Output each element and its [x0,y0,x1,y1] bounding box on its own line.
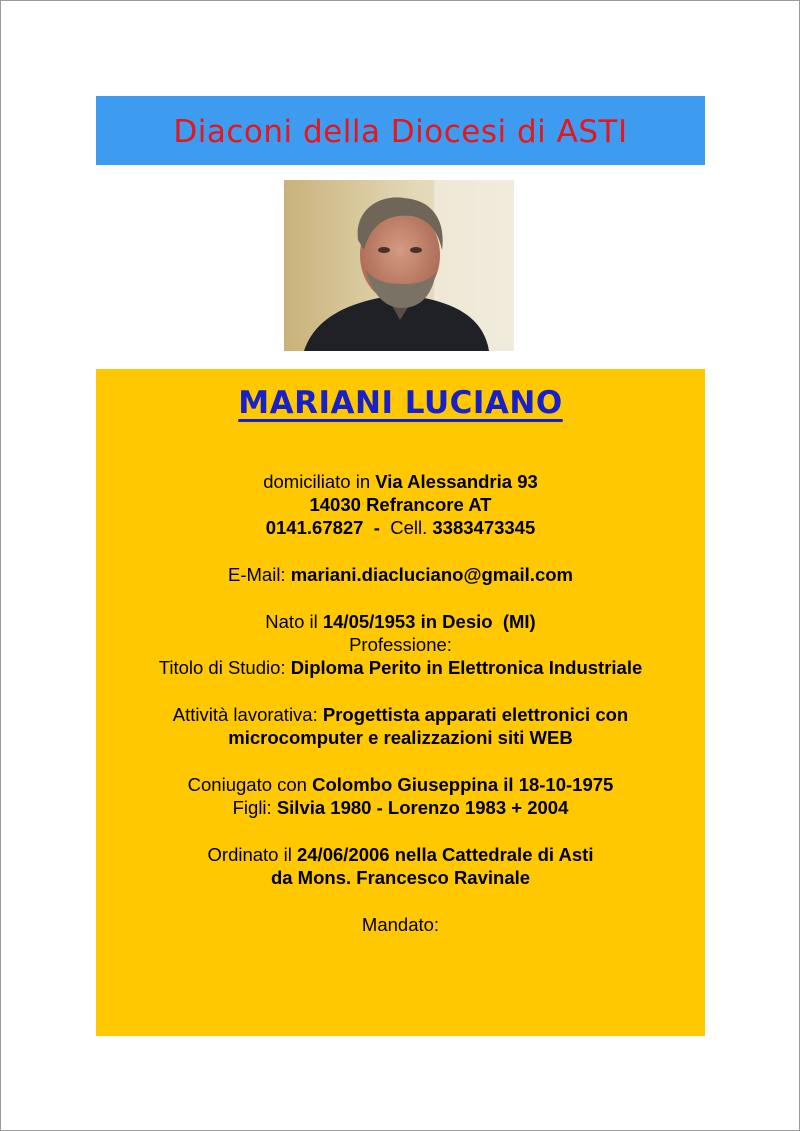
work-label: Attività lavorativa: [172,704,323,725]
study-line [76,656,725,679]
email-value: mariani.diacluciano@gmail.com [290,564,573,585]
email-label: E-Mail: [228,564,291,585]
work-value-2: microcomputer e realizzazioni siti WEB [228,727,573,748]
person-name: MARIANI LUCIANO [238,385,563,421]
birth-line [76,610,725,633]
address-street: Via Alessandria 93 [375,471,538,492]
mandate-line [76,913,725,936]
work-line-2 [76,726,725,749]
ordination-line [76,843,725,866]
ordination-line-2 [76,866,725,889]
details-block [76,470,725,936]
spouse-label: Coniugato con [187,774,313,795]
email-line [76,563,725,586]
work-line [76,703,725,726]
cell-number: 3383473345 [432,517,536,538]
birth-label: Nato il [265,611,323,632]
ordination-label: Ordinato il [207,844,297,865]
profession-line [76,633,725,656]
cell-label: Cell. [390,517,433,538]
mandate-label: Mandato: [361,914,440,935]
profession-label: Professione: [349,634,452,655]
info-panel [96,369,705,1036]
portrait-photo [284,180,514,351]
ordination-value-2: da Mons. Francesco Ravinale [270,867,531,888]
header-banner [96,96,705,165]
address-line [76,470,725,493]
children-value: Silvia 1980 - Lorenzo 1983 + 2004 [276,797,569,818]
birth-value: 14/05/1953 in Desio (MI) [322,611,536,632]
person-name-heading [96,385,705,421]
page-title: Diaconi della Diocesi di ASTI [173,113,628,150]
study-label: Titolo di Studio: [158,657,291,678]
study-value: Diploma Perito in Elettronica Industriale [290,657,643,678]
spouse-value: Colombo Giuseppina il 18-10-1975 [312,774,614,795]
address-city: 14030 Refrancore AT [309,494,492,515]
city-line [76,493,725,516]
children-line [76,796,725,819]
phone-line [76,516,725,539]
phone-separator: - [363,517,391,538]
spouse-line [76,773,725,796]
phone-number: 0141.67827 [265,517,364,538]
work-value-1: Progettista apparati elettronici con [322,704,629,725]
ordination-value-1: 24/06/2006 nella Cattedrale di Asti [296,844,594,865]
address-label: domiciliato in [263,471,376,492]
children-label: Figli: [232,797,277,818]
